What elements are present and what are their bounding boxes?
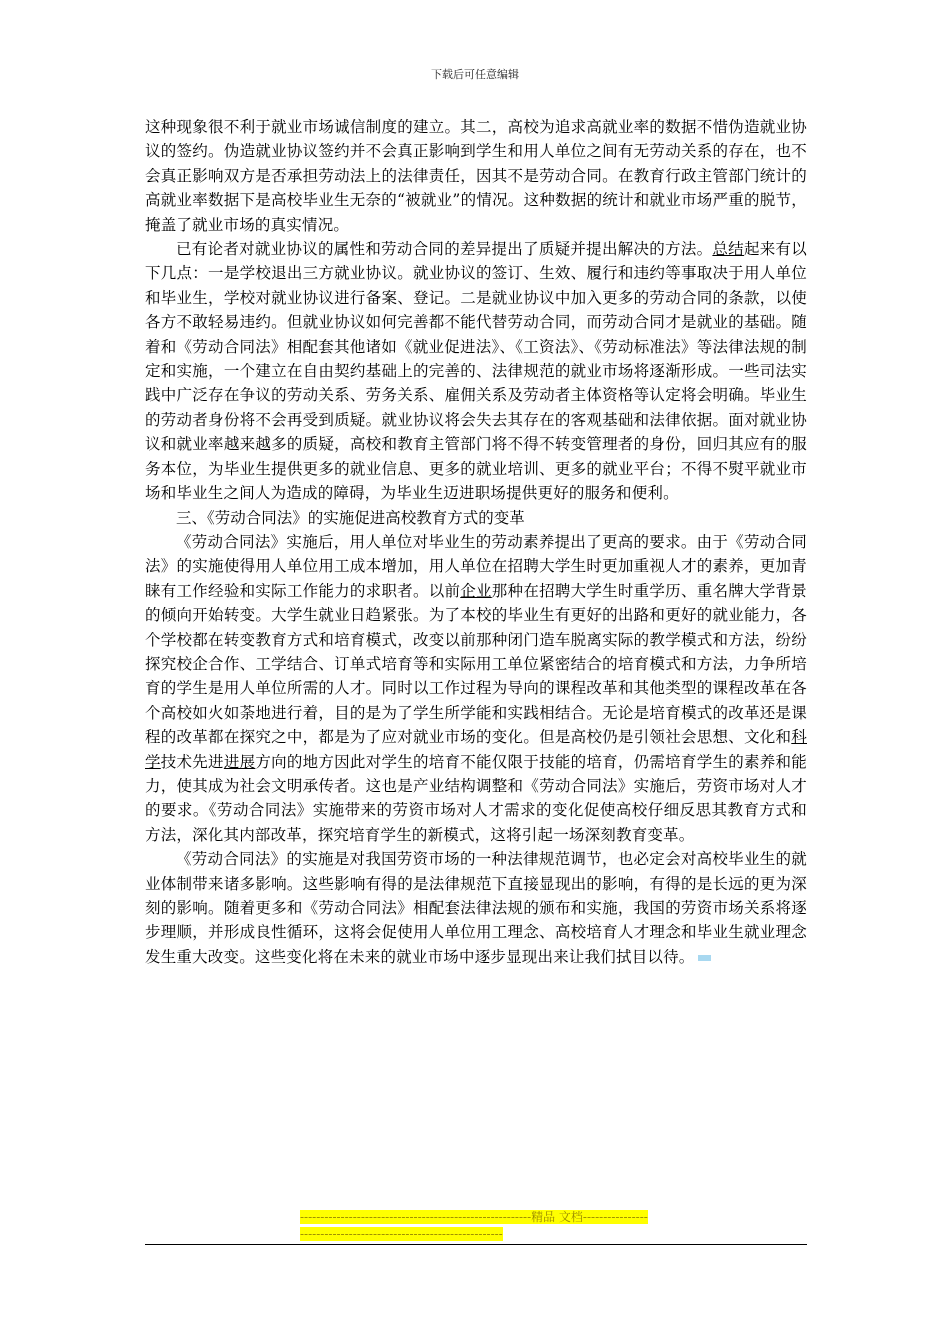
- footer-highlight-text: ---------------------------------------------------------精品 文档------------------------------------------------------------------: [300, 1210, 648, 1241]
- link-progress[interactable]: 进展: [223, 752, 256, 771]
- end-marker: [698, 955, 711, 961]
- paragraph-2: [145, 237, 807, 505]
- paragraph-4: [145, 847, 807, 969]
- section-heading-3: 三、《劳动合同法》的实施促进高校教育方式的变革: [176, 508, 525, 527]
- paragraph-4-text: 《劳动合同法》的实施是对我国劳资市场的一种法律规范调节，也必定会对高校毕业生的就业体制带来诸多影响。这些影响有得的是法律规范下直接显现出的影响，有得的是长远的更为深刻的影响。随着更多和《劳动合同法》相配套法律法规的颁布和实施，我国的劳资市场关系将逐步理顺，并形成良性循环，这将会促使用人单位用工理念、高校培育人才理念和毕业生就业理念发生重大改变。这些变化将在未来的就业市场中逐步显现出来让我们拭目以待。: [145, 850, 807, 966]
- paragraph-1: 这种现象很不利于就业市场诚信制度的建立。其二，高校为追求高就业率的数据不惜伪造就业协议的签约。伪造就业协议签约并不会真正影响到学生和用人单位之间有无劳动关系的存在，也不会真正影响双方是否承担劳动法上的法律责任，因其不是劳动合同。在教育行政主管部门统计的高就业率数据下是高校毕业生无奈的“被就业”的情况。这种数据的统计和就业市场严重的脱节，掩盖了就业市场的真实情况。: [145, 118, 807, 234]
- paragraph-2-text-b: 起来有以下几点：一是学校退出三方就业协议。就业协议的签订、生效、履行和违约等事取决于用人单位和毕业生，学校对就业协议进行备案、登记。二是就业协议中加入更多的劳动合同的条款，以使各方不敢轻易违约。但就业协议如何完善都不能代替劳动合同，而劳动合同才是就业的基础。随着和《劳动合同法》相配套其他诸如《就业促进法》、《工资法》、《劳动标准法》等法律法规的制定和实施，一个建立在自由契约基础上的完善的、法律规范的就业市场将逐渐形成。一些司法实践中广泛存在争议的劳动关系、劳务关系、雇佣关系及劳动者主体资格等认定将会明确。毕业生的劳动者身份将不会再受到质疑。就业协议将会失去其存在的客观基础和法律依据。面对就业协议和就业率越来越多的质疑，高校和教育主管部门将不得不转变管理者的身份，回归其应有的服务本位，为毕业生提供更多的就业信息、更多的就业培训、更多的就业平台；不得不熨平就业市场和毕业生之间人为造成的障碍，为毕业生迈进职场提供更好的服务和便利。: [145, 240, 807, 503]
- paragraph-3-text-a: 《劳动合同法》实施后，用人单位对毕业生的劳动素养提出了更高的要求。由于《劳动合同法》的实施使得用人单位用工成本增加，用人单位在招聘大学生时更加重视人才的素养，更加青睐有工作经验和实际工作能力的求职者。以前: [145, 532, 807, 600]
- paragraph-3-text-b: 那种在招聘大学生时重学历、重名牌大学背景的倾向开始转变。大学生就业日趋紧张。为了本校的毕业生有更好的出路和更好的就业能力，各个学校都在转变教育方式和培育模式，改变以前那种闭门造车脱离实际的教学模式和方法，纷纷探究校企合作、工学结合、订单式培育等和实际用工单位紧密结合的培育模式和方法，力争所培育的学生是用人单位所需的人才。同时以工作过程为导向的课程改革和其他类型的课程改革在各个高校如火如荼地进行着，目的是为了学生所学能和实践相结合。无论是培育模式的改革还是课程的改革都在探究之中，都是为了应对就业市场的变化。但是高校仍是引领社会思想、文化和: [145, 581, 807, 747]
- paragraph-2-text-a: 已有论者对就业协议的属性和劳动合同的差异提出了质疑并提出解决的方法。: [176, 240, 713, 259]
- document-body: [145, 115, 807, 969]
- link-summary[interactable]: 总结: [712, 240, 744, 259]
- paragraph-3: [145, 530, 807, 847]
- page-header: 下载后可任意编辑: [431, 68, 519, 81]
- link-science[interactable]: 科学: [145, 728, 807, 771]
- paragraph-3-text-c: 技术先进: [160, 752, 224, 771]
- link-enterprise[interactable]: 企业: [460, 581, 492, 600]
- page-footer: [300, 1209, 650, 1243]
- paragraph-3-text-d: 方向的地方因此对学生的培育不能仅限于技能的培育，仍需培育学生的素养和能力，使其成为社会文明承传者。这也是产业结构调整和《劳动合同法》实施后，劳资市场对人才的要求。《劳动合同法》实施带来的劳资市场对人才需求的变化促使高校仔细反思其教育方式和方法，深化其内部改革，探究培育学生的新模式，这将引起一场深刻教育变革。: [145, 752, 807, 844]
- footer-rule: [145, 1244, 807, 1245]
